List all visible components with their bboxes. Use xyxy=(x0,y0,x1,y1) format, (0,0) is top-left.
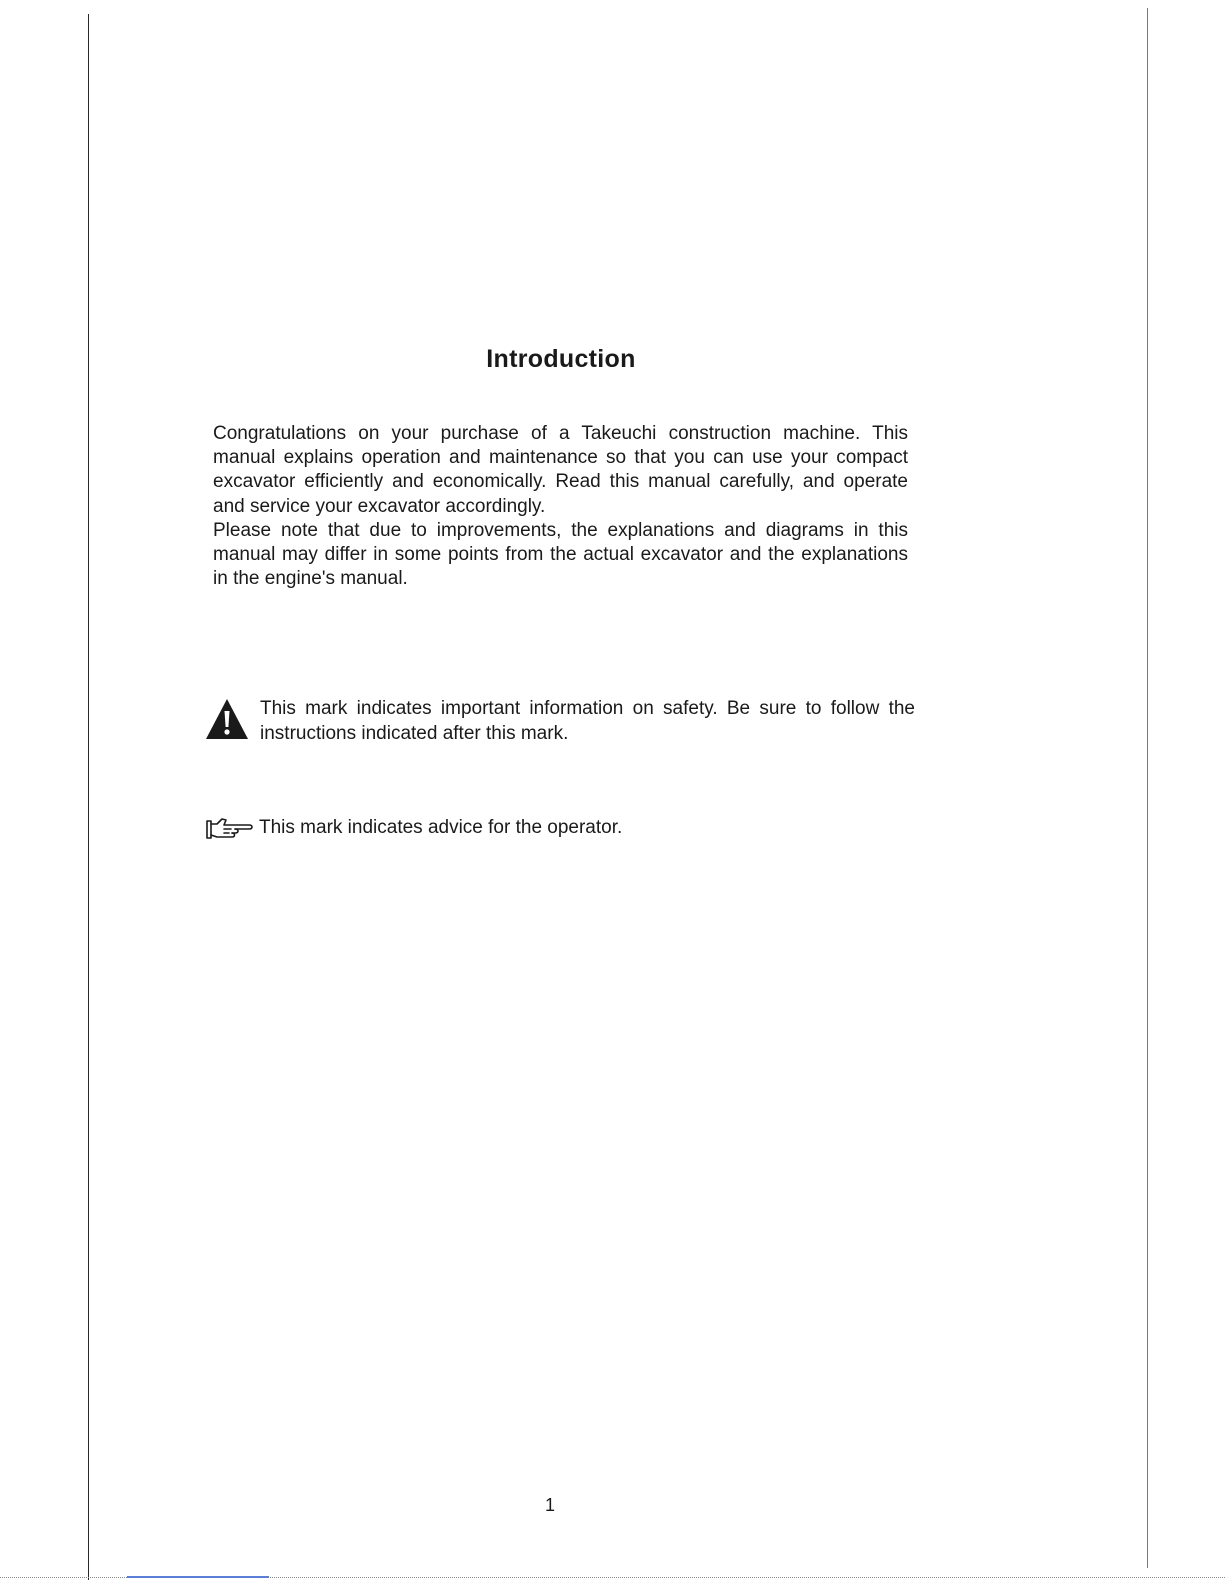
page-number: 1 xyxy=(544,1495,555,1515)
page-title: Introduction xyxy=(486,345,636,373)
intro-paragraph: Please note that due to improvements, the explanations and diagrams in this manual may differ in some points from the actual excavator and the explanations in the engine's manual. xyxy=(213,519,908,590)
safety-notice xyxy=(205,696,915,746)
introduction-body xyxy=(213,422,908,591)
advice-notice xyxy=(205,815,915,840)
warning-triangle-icon xyxy=(205,698,249,740)
advice-notice-text: This mark indicates advice for the operator. xyxy=(259,817,623,838)
pointing-hand-icon xyxy=(205,816,255,840)
left-binding-line xyxy=(88,14,89,1580)
safety-notice-text: This mark indicates important information on safety. Be sure to follow the instructions indicated after this mark. xyxy=(260,698,915,744)
intro-paragraph: Congratulations on your purchase of a Takeuchi construction machine. This manual explains operation and maintenance so that you can use your compact excavator efficiently and economically. Read this manual carefully, and operate and service your excavator accordingly. xyxy=(213,423,908,517)
bottom-accent-line xyxy=(127,1576,269,1578)
right-binding-line xyxy=(1147,8,1148,1568)
